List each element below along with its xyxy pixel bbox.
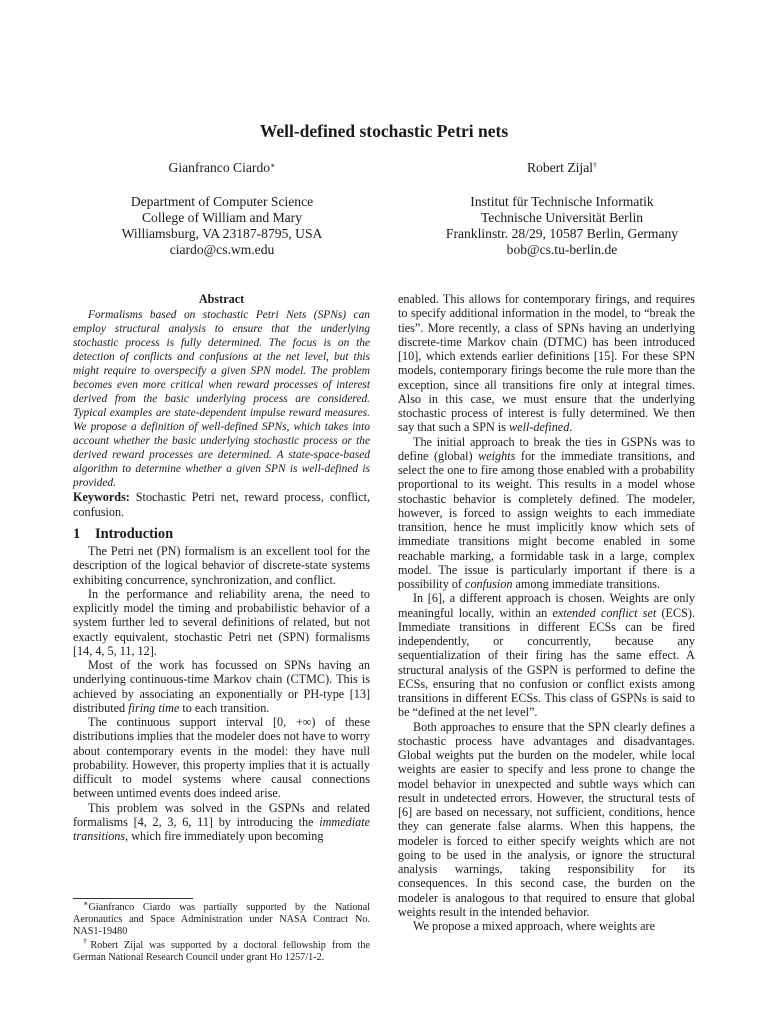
author-email: ciardo@cs.wm.edu	[169, 242, 275, 257]
author-name: Robert Zijal†	[526, 160, 598, 175]
footnote-rule	[73, 898, 193, 899]
author-block-ciardo	[52, 160, 392, 258]
body-paragraph: The initial approach to break the ties in GSPNs was to define (global) weights for the immediate transitions, and select the one to fire among those enabled with a probability proportional to its weight. This results in a model whose stochastic behavior is completely defined. The modeler, however, is forced to assign weights to each immediate transition, hence he must implicitly know which sets of immediate transitions might become enabled in some reachable marking, a formidable task in a large, complex model. The issue is particularly important if there is a possibility of confusion among immediate transitions.	[398, 434, 696, 591]
author-email: bob@cs.tu-berlin.de	[506, 242, 618, 257]
left-column	[73, 292, 370, 843]
body-paragraph: Both approaches to ensure that the SPN clearly defines a stochastic process have advantages and disadvantages. Global weights put the burden on the modeler, while local weights are easier to specify and less prone to change the model behavior in unexpected and subtle ways which can result in undetected errors. However, the structural tests of [6] are based on necessary, not sufficient, conditions, hence they can generate false alarms. When this happens, the modeler is forced to either specify weights which are not going to be used in the analysis, or ignore the structural analysis warnings, taking responsibility for its consequences. In this second case, the burden on the modeler is analogous to that required to ensure that global weights result in the intended behavior.	[398, 719, 695, 919]
affiliation-line: Technische Universität Berlin	[480, 210, 644, 225]
keywords: Keywords: Stochastic Petri net, reward process, conflict, confusion.	[73, 490, 371, 519]
footnote: ∗Gianfranco Ciardo was partially supported by the National Aeronautics and Space Administration under NASA Contract No. NAS1-19480	[73, 899, 370, 937]
body-paragraph: enabled. This allows for contemporary firings, and requires to specify additional information in the model, to “break the ties”. More recently, a class of SPNs having an underlying discrete-time Markov chain (DTMC) has been introduced [10], which extends earlier definitions [15]. For these SPN models, contemporary firings become the rule more than the exception, since all transitions fire only at integral times. Also in this case, we must ensure that the underlying stochastic process of interest is fully determined. We then say that such a SPN is well-defined.	[398, 292, 695, 435]
author-block-zijal	[392, 160, 732, 258]
affiliation-line: Franklinstr. 28/29, 10587 Berlin, Germany	[445, 226, 679, 241]
affiliation-line: College of William and Mary	[141, 210, 303, 225]
right-body-text	[398, 292, 695, 933]
footnotes	[73, 898, 370, 966]
right-column	[398, 292, 695, 933]
left-body-text	[73, 544, 370, 843]
affiliation-line: Williamsburg, VA 23187-8795, USA	[121, 226, 323, 241]
body-paragraph: We propose a mixed approach, where weights are	[413, 919, 655, 933]
footnote: †Robert Zijal was supported by a doctoral fellowship from the German National Research Council under grant Ho 1257/1-2.	[73, 937, 370, 963]
body-paragraph: The Petri net (PN) formalism is an excellent tool for the description of the logical behavior of discrete-state systems exhibiting concurrence, synchronization, and conflict.	[73, 544, 370, 587]
body-paragraph: The continuous support interval [0, +∞) of these distributions implies that the modeler does not have to worry about contemporary events in the model: they have null probability. However, this property implies that it is actually difficult to model systems where causal connections between untimed events does indeed arise.	[73, 715, 370, 801]
body-paragraph: This problem was solved in the GSPNs and related formalisms [4, 2, 3, 6, 11] by introducing the immediate transitions, which fire immediately upon becoming	[73, 800, 370, 843]
abstract-heading: Abstract	[198, 292, 245, 306]
author-name: Gianfranco Ciardo∗	[168, 160, 276, 175]
affiliation-line: Institut für Technische Informatik	[470, 194, 654, 209]
body-paragraph: In [6], a different approach is chosen. Weights are only meaningful locally, within an extended conflict set (ECS). Immediate transitions in different ECSs can be fired independently, or concurrently, because any sequentialization of their firing has the same effect. A structural analysis of the GSPN is performed to define the ECSs, ensuring that no confusion or conflict exists among transitions in different ECSs. This class of GSPNs is said to be “defined at the net level”.	[398, 591, 695, 720]
paper-title: Well-defined stochastic Petri nets	[259, 121, 509, 141]
body-paragraph: Most of the work has focussed on SPNs having an underlying continuous-time Markov chain (CTMC). This is achieved by associating an exponentially or PH-type [13] distributed firing time to each transition.	[73, 658, 370, 715]
body-paragraph: In the performance and reliability arena, the need to explicitly model the timing and probabilistic behavior of a system further led to several definitions of related, but not exactly equivalent, stochastic Petri net (SPN) formalisms [14, 4, 5, 11, 12].	[73, 586, 370, 658]
section-heading: 1 Introduction	[73, 525, 174, 542]
affiliation-line: Department of Computer Science	[130, 194, 314, 209]
abstract-text: Formalisms based on stochastic Petri Nets (SPNs) can employ structural analysis to ensure that the underlying stochastic process is fully determined. The focus is on the detection of conflicts and confusions at the net level, but this might require to overspecify a given SPN model. The problem becomes even more critical when reward processes of interest derived from the basic underlying process are considered. Typical examples are state-dependent impulse reward measures. We propose a definition of well-defined SPNs, which takes into account whether the basic underlying stochastic process or the derived reward processes are determined. A state-space-based algorithm to determine whether a given SPN is well-defined is provided.	[73, 309, 370, 490]
